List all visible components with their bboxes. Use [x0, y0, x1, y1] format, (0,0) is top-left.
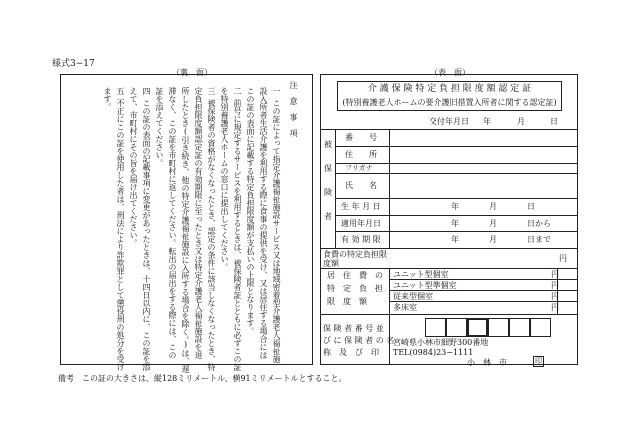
back-side-panel: [60, 74, 313, 373]
note-1-line-1: この証によって指定介護福祉施設サービス又は地域密着型介護老人福祉施: [272, 99, 281, 363]
note-3-line-1: 被保険者の資格がなくなったとき、認定の条件に該当しなくなったとき、特: [207, 99, 216, 371]
insurer-number-box: [425, 318, 446, 337]
issue-date-label: 交付年月日: [429, 117, 469, 126]
size-footnote: 備考 この証の大きさは、縦128ミリメートル、横91ミリメートルとすること。: [58, 374, 347, 383]
apply-from: 日から: [527, 219, 551, 228]
room-yen-4: 円: [551, 303, 559, 312]
back-caption: （裏 面）: [172, 68, 212, 77]
expiry-label: 有 効 期 限: [341, 235, 381, 244]
note-2-line-2: を特別養護老人ホームの窓口に提出してください。: [220, 87, 229, 271]
rule: [335, 146, 577, 147]
note-4-line-1: この証の表面の記載事項に変更があったときは、十四日以内に、この証を添: [142, 99, 151, 371]
rule: [389, 301, 577, 302]
front-side-panel: [320, 74, 578, 365]
rule: [335, 215, 577, 216]
food-limit-label-2: 度額: [323, 259, 339, 268]
housing-label-1: 居 住 費 の: [327, 271, 383, 280]
insurer-number-box: [446, 318, 467, 337]
insurer-number-box: [488, 318, 509, 337]
address-label: 住 所: [345, 150, 377, 159]
note-1-line-2: 設入所者生活介護を利用する際に食事の提供を受け、又は居住する場合には: [259, 87, 268, 359]
apply-year: 年: [451, 219, 459, 228]
expiry-until: 日まで: [527, 235, 551, 244]
certificate-title-main: 介 護 保 険 特 定 負 担 限 度 額 認 定 証: [367, 84, 532, 94]
room-yen-1: 円: [551, 270, 559, 279]
food-limit-label-1: 食費の特定負担限: [323, 250, 387, 259]
insured-char-2: 保: [324, 164, 332, 173]
issue-day: 日: [550, 117, 558, 126]
note-5-number: 五: [116, 87, 125, 95]
note-1-line-3: この証の表面に記載する特定負担限度額が支払いの上限となります。: [246, 87, 255, 335]
form-number: 様式3−17: [52, 59, 95, 69]
certificate-title: [337, 81, 562, 111]
housing-label-3: 限 度 額: [327, 297, 367, 306]
housing-label-2: 特 定 負 担: [327, 284, 383, 293]
room-yen-3: 円: [551, 292, 559, 301]
insurer-label-2: び に 保 険 者 の 名: [323, 336, 395, 345]
insurer-phone: TEL(0984)23−1111: [393, 348, 474, 357]
rule: [389, 268, 390, 314]
number-label: 番 号: [345, 133, 377, 142]
note-3-line-2: 定負担限度額認定証の有効期限に至ったとき又は特定介護老人福祉施設を退: [194, 87, 203, 359]
dob-label: 生 年 月 日: [341, 202, 381, 211]
rule: [321, 248, 577, 249]
issue-month: 月: [517, 117, 525, 126]
apply-month: 月: [489, 219, 497, 228]
dob-day: 日: [527, 202, 535, 211]
furigana-label: フリガナ: [345, 164, 373, 172]
note-4-line-2: えて、市町村にその旨を届け出てください。: [129, 87, 138, 247]
expiry-month: 月: [489, 235, 497, 244]
insurer-address: 宮崎県小林市細野300番地: [393, 338, 489, 347]
food-limit-yen: 円: [559, 254, 567, 263]
expiry-year: 年: [451, 235, 459, 244]
room-type-unit-semiprivate: ユニット型準個室: [393, 281, 457, 290]
room-yen-2: 円: [551, 281, 559, 290]
room-type-unit-private: ユニット型個室: [393, 270, 449, 279]
dob-month: 月: [489, 202, 497, 211]
insurer-label-3: 称 及 び 印: [323, 348, 379, 357]
rule: [321, 268, 577, 269]
note-4-number: 四: [142, 87, 151, 95]
insurer-name: 小 林 市: [467, 358, 507, 367]
insurer-number-box: [530, 318, 551, 337]
insured-char-1: 被: [324, 140, 332, 149]
name-label: 氏 名: [345, 181, 377, 190]
note-1-number: 一: [272, 87, 281, 95]
note-3-line-4: 滞なく、この証を市町村に返してください。転出の届出をする際には、この: [168, 87, 177, 359]
note-5-line-2: ます。: [103, 87, 112, 111]
room-type-multi-bed: 多床室: [393, 303, 417, 312]
apply-date-label: 適用年月日: [341, 219, 381, 228]
insurer-label-1: 保 険 者 番 号 並: [323, 324, 384, 333]
rule: [335, 198, 577, 199]
rule: [335, 231, 577, 232]
notes-heading: 注 意 事 項: [289, 81, 298, 137]
rule: [389, 290, 577, 291]
insurer-number-box: [509, 318, 530, 337]
note-3-number: 三: [207, 87, 216, 95]
note-2-line-1: 前号に規定するサービスを利用するときは、被保険者証とともに必ずこの証: [233, 99, 242, 371]
note-2-number: 二: [233, 87, 242, 95]
front-caption: （表 面）: [430, 68, 470, 77]
rule: [335, 173, 577, 174]
rule: [389, 279, 577, 280]
rule: [321, 129, 577, 130]
note-3-line-3: 所したとき(引き続き、他の特定介護福祉施設に入所する場合を除く。)は、遅: [181, 87, 190, 373]
note-3-line-5: 証を添えてください。: [155, 87, 164, 167]
issue-year: 年: [483, 117, 491, 126]
seal-stamp: 印: [535, 357, 542, 365]
certificate-title-sub: (特別養護老人ホームの要介護旧措置入所者に関する認定証): [342, 98, 557, 107]
note-5-line-1: 不正にこの証を使用した者は、刑法により詐欺罪として懲役刑の処分を受け: [116, 99, 125, 371]
insured-char-4: 者: [324, 212, 332, 221]
rule: [321, 314, 577, 315]
dob-year: 年: [451, 202, 459, 211]
room-type-conventional-private: 従来型個室: [393, 292, 433, 301]
insurer-number-box: [467, 318, 488, 337]
insured-char-3: 険: [324, 188, 332, 197]
